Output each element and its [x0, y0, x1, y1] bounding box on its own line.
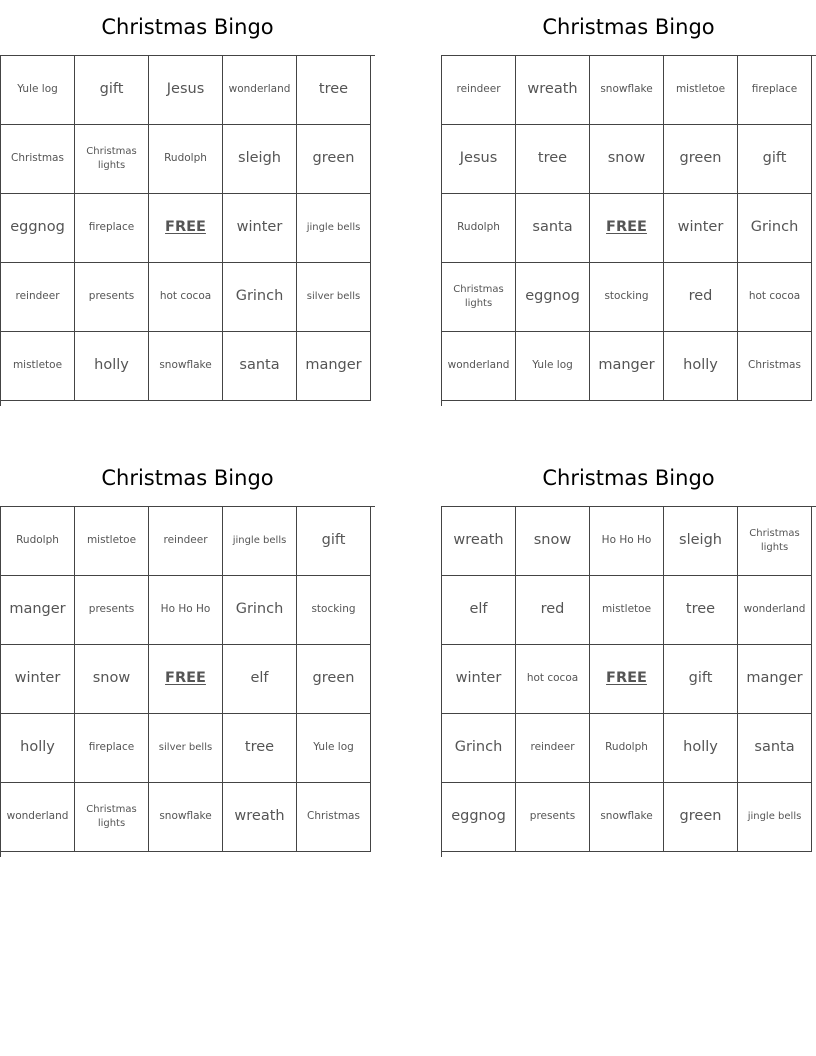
bingo-cell: santa [223, 332, 297, 401]
bingo-cell: snow [75, 645, 149, 714]
bingo-cell: presents [75, 576, 149, 645]
bingo-cell: jingle bells [297, 194, 371, 263]
bingo-cell: santa [516, 194, 590, 263]
card-title: Christmas Bingo [101, 15, 274, 39]
bingo-cell: Christmas [1, 125, 75, 194]
bingo-cell: wreath [442, 507, 516, 576]
bingo-cell: wreath [223, 783, 297, 852]
bingo-grid [441, 55, 816, 406]
bingo-cell: gift [664, 645, 738, 714]
bingo-cell: Rudolph [442, 194, 516, 263]
bingo-cell: winter [223, 194, 297, 263]
bingo-cell: holly [664, 332, 738, 401]
bingo-cell: Ho Ho Ho [149, 576, 223, 645]
bingo-cell: winter [442, 645, 516, 714]
bingo-cell: manger [590, 332, 664, 401]
bingo-cell: snowflake [590, 56, 664, 125]
bingo-cell: reindeer [1, 263, 75, 332]
bingo-cell: gift [297, 507, 371, 576]
bingo-cell: mistletoe [75, 507, 149, 576]
bingo-cell: tree [223, 714, 297, 783]
bingo-cell: presents [75, 263, 149, 332]
bingo-cell: fireplace [738, 56, 812, 125]
bingo-cell: Yule log [516, 332, 590, 401]
bingo-cell: santa [738, 714, 812, 783]
bingo-cell: hot cocoa [149, 263, 223, 332]
bingo-cell: gift [75, 56, 149, 125]
bingo-cell: snowflake [149, 783, 223, 852]
bingo-cell: wonderland [738, 576, 812, 645]
bingo-cell: reindeer [516, 714, 590, 783]
bingo-cell: snowflake [149, 332, 223, 401]
bingo-cell: green [664, 783, 738, 852]
bingo-cell: Jesus [149, 56, 223, 125]
bingo-cell: mistletoe [1, 332, 75, 401]
bingo-cell: sleigh [223, 125, 297, 194]
bingo-cell: tree [297, 56, 371, 125]
bingo-cell: manger [297, 332, 371, 401]
bingo-cell: Christmas [738, 332, 812, 401]
bingo-cell: Rudolph [149, 125, 223, 194]
bingo-cell: fireplace [75, 714, 149, 783]
bingo-cell: silver bells [297, 263, 371, 332]
bingo-cell: jingle bells [738, 783, 812, 852]
bingo-cell: manger [1, 576, 75, 645]
bingo-cell: wonderland [223, 56, 297, 125]
bingo-cell: Rudolph [590, 714, 664, 783]
bingo-cell: wonderland [442, 332, 516, 401]
bingo-cell: Christmas lights [75, 125, 149, 194]
bingo-cell: snow [590, 125, 664, 194]
bingo-cell: manger [738, 645, 812, 714]
bingo-cell: mistletoe [590, 576, 664, 645]
bingo-cell: silver bells [149, 714, 223, 783]
bingo-cell: hot cocoa [738, 263, 812, 332]
bingo-cell: elf [442, 576, 516, 645]
bingo-cell: Yule log [1, 56, 75, 125]
bingo-cell: red [664, 263, 738, 332]
bingo-cell: mistletoe [664, 56, 738, 125]
bingo-cell: green [664, 125, 738, 194]
bingo-cell: winter [664, 194, 738, 263]
bingo-cell: hot cocoa [516, 645, 590, 714]
bingo-cell: Yule log [297, 714, 371, 783]
bingo-cell: Grinch [738, 194, 812, 263]
bingo-cell: reindeer [442, 56, 516, 125]
bingo-cell: tree [664, 576, 738, 645]
bingo-cell: Grinch [442, 714, 516, 783]
bingo-cell: Ho Ho Ho [590, 507, 664, 576]
free-space: FREE [149, 194, 223, 263]
bingo-cell: green [297, 645, 371, 714]
bingo-cell: tree [516, 125, 590, 194]
bingo-grid [0, 55, 375, 406]
bingo-cell: snowflake [590, 783, 664, 852]
bingo-cell: jingle bells [223, 507, 297, 576]
bingo-cell: winter [1, 645, 75, 714]
bingo-cell: stocking [297, 576, 371, 645]
bingo-cell: sleigh [664, 507, 738, 576]
bingo-cell: Grinch [223, 576, 297, 645]
bingo-cell: stocking [590, 263, 664, 332]
bingo-cell: gift [738, 125, 812, 194]
bingo-cell: snow [516, 507, 590, 576]
bingo-cell: Christmas [297, 783, 371, 852]
bingo-cell: eggnog [1, 194, 75, 263]
bingo-cell: holly [1, 714, 75, 783]
bingo-cell: wreath [516, 56, 590, 125]
bingo-cell: reindeer [149, 507, 223, 576]
bingo-cell: Rudolph [1, 507, 75, 576]
bingo-grid [0, 506, 375, 857]
bingo-cell: wonderland [1, 783, 75, 852]
bingo-cell: Grinch [223, 263, 297, 332]
bingo-cell: holly [75, 332, 149, 401]
bingo-cell: fireplace [75, 194, 149, 263]
bingo-grid [441, 506, 816, 857]
bingo-cell: eggnog [516, 263, 590, 332]
bingo-cell: red [516, 576, 590, 645]
card-title: Christmas Bingo [542, 466, 715, 490]
bingo-cell: green [297, 125, 371, 194]
bingo-cell: presents [516, 783, 590, 852]
free-space: FREE [149, 645, 223, 714]
free-space: FREE [590, 194, 664, 263]
bingo-cell: elf [223, 645, 297, 714]
bingo-cell: Christmas lights [442, 263, 516, 332]
card-title: Christmas Bingo [542, 15, 715, 39]
bingo-cell: Christmas lights [738, 507, 812, 576]
card-title: Christmas Bingo [101, 466, 274, 490]
bingo-cell: holly [664, 714, 738, 783]
bingo-cell: Christmas lights [75, 783, 149, 852]
bingo-cell: eggnog [442, 783, 516, 852]
free-space: FREE [590, 645, 664, 714]
bingo-cell: Jesus [442, 125, 516, 194]
